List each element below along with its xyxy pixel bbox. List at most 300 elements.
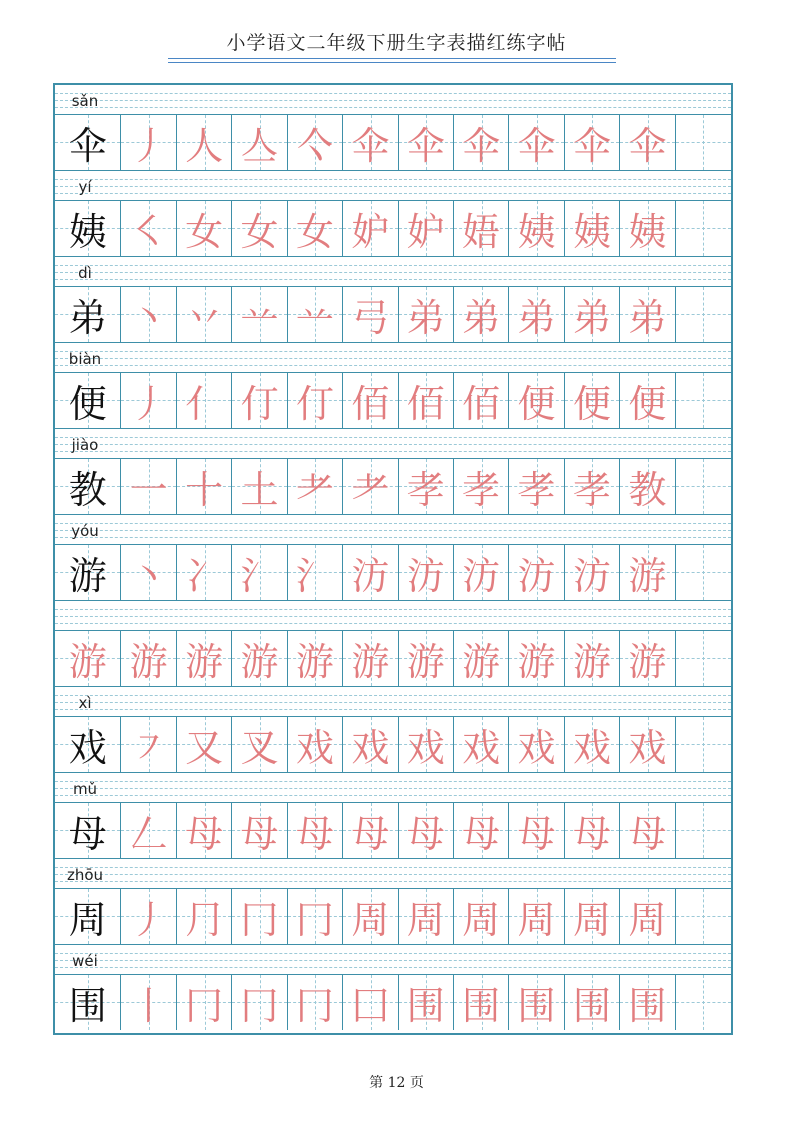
char-cells — [55, 803, 731, 858]
trace-cell — [676, 717, 731, 772]
trace-char — [676, 803, 731, 858]
trace-cell — [177, 287, 232, 342]
pinyin-band — [55, 773, 731, 803]
practice-row — [55, 859, 731, 945]
trace-cell — [399, 545, 454, 600]
pinyin-guide-line — [55, 358, 731, 359]
pinyin-guide-line — [55, 523, 731, 524]
trace-cell — [509, 459, 564, 514]
trace-char: 冂 — [295, 898, 334, 942]
trace-char: 丿 — [129, 382, 168, 426]
trace-char: 戏 — [572, 726, 611, 770]
pinyin-guide-line — [55, 365, 731, 366]
char-cells — [55, 545, 731, 600]
trace-char: 便 — [517, 382, 556, 426]
trace-cell — [676, 115, 731, 170]
trace-cell — [288, 975, 343, 1030]
pinyin-guide-line — [55, 709, 731, 710]
pinyin-guide-line — [55, 795, 731, 796]
char-cells — [55, 201, 731, 256]
trace-char: 十 — [185, 468, 224, 512]
trace-char: 又 — [185, 726, 224, 770]
trace-cell — [288, 803, 343, 858]
practice-row — [55, 601, 731, 687]
pinyin-guide-line — [55, 351, 731, 352]
pinyin-guide-line — [55, 537, 731, 538]
pinyin-guide-line — [55, 881, 731, 882]
trace-char: 丿 — [129, 124, 168, 168]
trace-char — [676, 373, 731, 428]
trace-cell — [620, 717, 675, 772]
char-cells — [55, 717, 731, 772]
practice-sheet — [53, 83, 733, 1035]
pinyin-band — [55, 859, 731, 889]
trace-cell — [676, 201, 731, 256]
trace-cell — [565, 201, 620, 256]
trace-cell — [232, 545, 287, 600]
trace-char: 佰 — [351, 382, 390, 426]
trace-cell — [620, 889, 675, 944]
trace-char: 佰 — [462, 382, 501, 426]
model-char: 弟 — [68, 296, 107, 340]
trace-cell — [454, 459, 509, 514]
trace-cell — [565, 717, 620, 772]
trace-cell — [232, 373, 287, 428]
trace-char: 母 — [628, 812, 667, 856]
pinyin-label: wéi — [72, 952, 98, 970]
model-char: 教 — [68, 468, 107, 512]
pinyin-guide-line — [55, 100, 731, 101]
trace-cell — [620, 545, 675, 600]
pinyin-guide-line — [55, 272, 731, 273]
pinyin-guide-line — [55, 695, 731, 696]
model-cell — [55, 545, 121, 600]
trace-char: 游 — [185, 640, 224, 684]
model-cell — [55, 459, 121, 514]
trace-char: 伞 — [406, 124, 445, 168]
pinyin-band — [55, 429, 731, 459]
trace-char: 孝 — [462, 468, 501, 512]
trace-char: 周 — [572, 898, 611, 942]
pinyin-label: zhōu — [66, 866, 104, 884]
trace-cell — [565, 889, 620, 944]
trace-char: 女 — [240, 210, 279, 254]
trace-char: 冂 — [295, 984, 334, 1028]
trace-char: 弟 — [517, 296, 556, 340]
trace-char: 游 — [295, 640, 334, 684]
model-cell — [55, 201, 121, 256]
trace-char: ㇇ — [129, 726, 168, 770]
trace-char — [676, 287, 731, 342]
pinyin-guide-line — [55, 179, 731, 180]
practice-row — [55, 257, 731, 343]
trace-char: 教 — [628, 468, 667, 512]
trace-char: 周 — [462, 898, 501, 942]
trace-cell — [121, 115, 176, 170]
trace-cell — [288, 717, 343, 772]
trace-char: 丶 — [129, 554, 168, 598]
trace-cell — [454, 373, 509, 428]
pinyin-band — [55, 515, 731, 545]
pinyin-guide-line — [55, 874, 731, 875]
trace-char: 周 — [406, 898, 445, 942]
trace-char: 游 — [628, 554, 667, 598]
trace-cell — [343, 287, 398, 342]
trace-cell — [177, 631, 232, 686]
pinyin-band — [55, 343, 731, 373]
trace-char: 戏 — [517, 726, 556, 770]
pinyin-label: xì — [78, 694, 92, 712]
trace-char: 游 — [68, 640, 107, 684]
pinyin-label: biàn — [68, 350, 102, 368]
trace-char: 弟 — [406, 296, 445, 340]
trace-char: 围 — [572, 984, 611, 1028]
char-cells — [55, 459, 731, 514]
trace-char: 戏 — [406, 726, 445, 770]
model-cell — [55, 717, 121, 772]
trace-cell — [121, 889, 176, 944]
pinyin-guide-line — [55, 451, 731, 452]
trace-char: 游 — [572, 640, 611, 684]
page-number: 第 12 页 — [369, 1075, 424, 1091]
title-rule-bottom — [168, 62, 616, 63]
trace-char: 围 — [517, 984, 556, 1028]
pinyin-label: dì — [78, 264, 92, 282]
pinyin-guide-line — [55, 788, 731, 789]
trace-char: 耂 — [351, 468, 390, 512]
trace-cell — [454, 803, 509, 858]
trace-char: 娪 — [462, 210, 501, 254]
trace-cell — [509, 803, 564, 858]
trace-cell — [565, 373, 620, 428]
pinyin-label: mǔ — [72, 780, 98, 798]
practice-row — [55, 429, 731, 515]
trace-char: 游 — [129, 640, 168, 684]
trace-cell — [121, 373, 176, 428]
trace-char: 母 — [240, 812, 279, 856]
trace-char: 弟 — [462, 296, 501, 340]
trace-cell — [232, 631, 287, 686]
trace-char: 丿 — [129, 898, 168, 942]
char-cells — [55, 631, 731, 686]
trace-char: 汸 — [517, 554, 556, 598]
practice-row — [55, 773, 731, 859]
trace-cell — [288, 889, 343, 944]
trace-cell — [288, 631, 343, 686]
trace-cell — [177, 201, 232, 256]
trace-cell — [454, 287, 509, 342]
trace-cell — [454, 115, 509, 170]
model-cell — [55, 803, 121, 858]
trace-char: 姨 — [517, 210, 556, 254]
trace-cell — [121, 459, 176, 514]
trace-cell — [509, 287, 564, 342]
pinyin-label: jiào — [71, 436, 99, 454]
trace-char: 周 — [517, 898, 556, 942]
trace-char: 囗 — [351, 984, 390, 1028]
trace-char: 伞 — [351, 124, 390, 168]
char-cells — [55, 287, 731, 342]
trace-char: 戏 — [628, 726, 667, 770]
pinyin-band — [55, 687, 731, 717]
trace-cell — [343, 115, 398, 170]
trace-cell — [399, 459, 454, 514]
trace-char: 姨 — [572, 210, 611, 254]
trace-cell — [399, 373, 454, 428]
trace-cell — [399, 975, 454, 1030]
trace-cell — [676, 459, 731, 514]
pinyin-guide-line — [55, 960, 731, 961]
trace-cell — [509, 373, 564, 428]
trace-cell — [177, 889, 232, 944]
trace-cell — [232, 459, 287, 514]
trace-cell — [288, 201, 343, 256]
trace-char — [676, 201, 731, 256]
trace-cell — [509, 889, 564, 944]
trace-char: 佰 — [406, 382, 445, 426]
trace-cell — [454, 545, 509, 600]
trace-cell — [399, 803, 454, 858]
trace-cell — [177, 717, 232, 772]
trace-cell — [454, 889, 509, 944]
trace-char: 围 — [406, 984, 445, 1028]
model-cell — [55, 287, 121, 342]
trace-char — [676, 889, 731, 944]
pinyin-label: yóu — [71, 522, 99, 540]
model-cell — [55, 115, 121, 170]
pinyin-guide-line — [55, 265, 731, 266]
practice-row — [55, 687, 731, 773]
trace-cell — [620, 803, 675, 858]
pinyin-guide-line — [55, 186, 731, 187]
trace-cell — [399, 201, 454, 256]
trace-cell — [343, 631, 398, 686]
trace-cell — [232, 115, 287, 170]
trace-cell — [288, 545, 343, 600]
trace-cell — [399, 631, 454, 686]
trace-char: 母 — [351, 812, 390, 856]
trace-char — [676, 545, 731, 600]
trace-cell — [288, 459, 343, 514]
model-char: 周 — [68, 898, 107, 942]
trace-char: 伞 — [572, 124, 611, 168]
trace-char: 孝 — [572, 468, 611, 512]
trace-cell — [454, 717, 509, 772]
pinyin-guide-line — [55, 623, 731, 624]
pinyin-band — [55, 85, 731, 115]
trace-cell — [565, 975, 620, 1030]
pinyin-guide-line — [55, 867, 731, 868]
pinyin-guide-line — [55, 93, 731, 94]
trace-cell — [343, 717, 398, 772]
trace-cell — [620, 115, 675, 170]
trace-cell — [565, 631, 620, 686]
trace-char: 妒 — [351, 210, 390, 254]
trace-cell — [565, 545, 620, 600]
trace-char: 母 — [185, 812, 224, 856]
trace-char: 丨 — [129, 984, 168, 1028]
trace-char: 母 — [295, 812, 334, 856]
trace-cell — [343, 803, 398, 858]
model-char: 围 — [68, 984, 107, 1028]
practice-row — [55, 515, 731, 601]
pinyin-label: sǎn — [71, 92, 99, 110]
trace-char: 姨 — [628, 210, 667, 254]
trace-char: 汸 — [351, 554, 390, 598]
trace-cell — [620, 459, 675, 514]
trace-cell — [177, 373, 232, 428]
practice-row — [55, 85, 731, 171]
trace-char: 游 — [406, 640, 445, 684]
trace-char: 伞 — [462, 124, 501, 168]
trace-cell — [343, 201, 398, 256]
trace-char — [676, 975, 731, 1030]
trace-cell — [232, 717, 287, 772]
trace-char: 戏 — [295, 726, 334, 770]
trace-char: 母 — [517, 812, 556, 856]
trace-cell — [399, 889, 454, 944]
trace-cell — [177, 459, 232, 514]
trace-char: 母 — [406, 812, 445, 856]
trace-char: 妒 — [406, 210, 445, 254]
trace-char: 便 — [572, 382, 611, 426]
trace-char: 亼 — [240, 124, 279, 168]
pinyin-guide-line — [55, 781, 731, 782]
trace-char: 围 — [462, 984, 501, 1028]
trace-cell — [509, 201, 564, 256]
model-char: 姨 — [68, 210, 107, 254]
trace-cell — [121, 201, 176, 256]
trace-cell — [620, 975, 675, 1030]
trace-char: 亻 — [185, 382, 224, 426]
trace-cell — [343, 373, 398, 428]
page-title: 小学语文二年级下册生字表描红练字帖 — [226, 32, 567, 54]
trace-char: 冂 — [185, 984, 224, 1028]
trace-char: 䒑 — [295, 296, 334, 340]
trace-cell — [620, 201, 675, 256]
trace-cell — [177, 803, 232, 858]
trace-cell — [509, 717, 564, 772]
trace-cell — [343, 459, 398, 514]
trace-char: 丶 — [129, 296, 168, 340]
trace-cell — [399, 287, 454, 342]
trace-char: 女 — [295, 210, 334, 254]
trace-cell — [177, 115, 232, 170]
trace-char: 周 — [351, 898, 390, 942]
trace-char: 冂 — [240, 898, 279, 942]
trace-char: 人 — [185, 124, 224, 168]
trace-char: 弟 — [572, 296, 611, 340]
model-cell — [55, 631, 121, 686]
pinyin-label — [55, 601, 115, 631]
trace-char: 氵 — [240, 554, 279, 598]
trace-char: 亽 — [295, 124, 334, 168]
trace-cell — [565, 803, 620, 858]
trace-cell — [620, 373, 675, 428]
trace-cell — [399, 717, 454, 772]
trace-cell — [620, 631, 675, 686]
trace-cell — [509, 975, 564, 1030]
trace-cell — [343, 975, 398, 1030]
trace-cell — [509, 545, 564, 600]
trace-cell — [454, 631, 509, 686]
model-char: 便 — [68, 382, 107, 426]
trace-cell — [177, 975, 232, 1030]
trace-cell — [288, 115, 343, 170]
trace-cell — [232, 287, 287, 342]
trace-char: 汸 — [462, 554, 501, 598]
pinyin-guide-line — [55, 702, 731, 703]
trace-cell — [676, 545, 731, 600]
trace-char: 游 — [240, 640, 279, 684]
model-char: 戏 — [68, 726, 107, 770]
char-cells — [55, 115, 731, 170]
trace-char: 汸 — [572, 554, 611, 598]
trace-cell — [121, 803, 176, 858]
trace-cell — [676, 803, 731, 858]
trace-char: 母 — [462, 812, 501, 856]
model-cell — [55, 889, 121, 944]
trace-char: 叉 — [240, 726, 279, 770]
trace-char — [676, 115, 731, 170]
trace-cell — [676, 889, 731, 944]
trace-char — [676, 459, 731, 514]
trace-char: 孝 — [517, 468, 556, 512]
trace-char: 戏 — [351, 726, 390, 770]
trace-char: 丷 — [185, 296, 224, 340]
trace-char: 𠃋 — [129, 812, 168, 856]
trace-char: 汸 — [406, 554, 445, 598]
trace-cell — [399, 115, 454, 170]
pinyin-guide-line — [55, 107, 731, 108]
pinyin-label: yí — [78, 178, 92, 196]
model-cell — [55, 975, 121, 1030]
practice-row — [55, 945, 731, 1031]
trace-cell — [620, 287, 675, 342]
trace-cell — [676, 631, 731, 686]
char-cells — [55, 889, 731, 944]
trace-cell — [343, 889, 398, 944]
pinyin-guide-line — [55, 967, 731, 968]
practice-row — [55, 171, 731, 257]
trace-cell — [565, 115, 620, 170]
model-char: 母 — [68, 812, 107, 856]
trace-cell — [454, 201, 509, 256]
trace-cell — [565, 459, 620, 514]
pinyin-band — [55, 945, 731, 975]
trace-cell — [121, 717, 176, 772]
trace-char: 伞 — [628, 124, 667, 168]
trace-char: 游 — [517, 640, 556, 684]
trace-cell — [676, 975, 731, 1030]
pinyin-guide-line — [55, 193, 731, 194]
pinyin-guide-line — [55, 437, 731, 438]
trace-char: 围 — [628, 984, 667, 1028]
trace-char — [676, 631, 731, 686]
trace-char: 游 — [628, 640, 667, 684]
trace-cell — [509, 631, 564, 686]
trace-char: 女 — [185, 210, 224, 254]
trace-char: 仃 — [295, 382, 334, 426]
trace-char: ㇛ — [129, 210, 168, 254]
trace-char: 仃 — [240, 382, 279, 426]
trace-cell — [676, 373, 731, 428]
trace-char: 土 — [240, 468, 279, 512]
trace-char: 弟 — [628, 296, 667, 340]
trace-cell — [288, 287, 343, 342]
trace-cell — [232, 201, 287, 256]
pinyin-guide-line — [55, 279, 731, 280]
